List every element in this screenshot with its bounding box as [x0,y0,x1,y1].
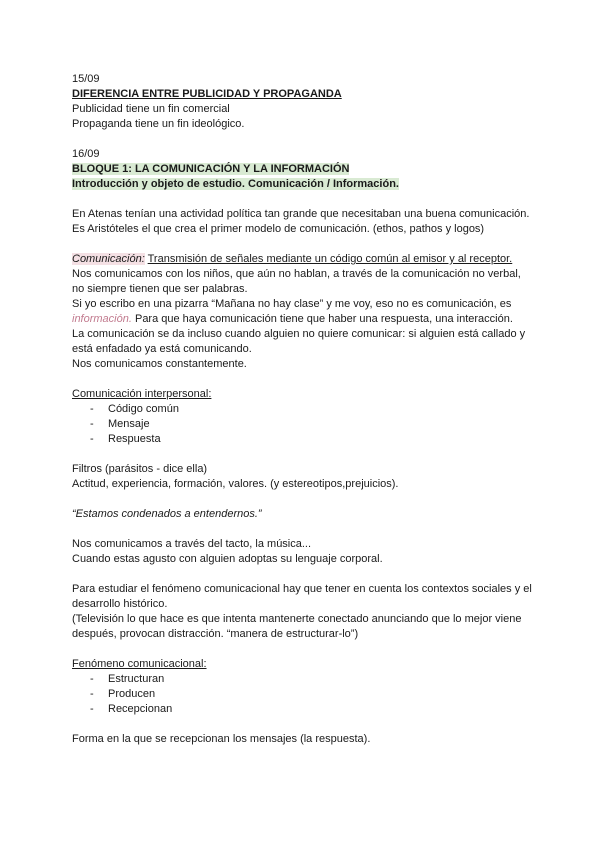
list-item: - Estructuran [72,672,532,687]
date-2: 16/09 [72,148,100,160]
paragraph-tacto: Nos comunicamos a través del tacto, la música... [72,538,312,550]
quote: “Estamos condenados a entendernos.” [72,508,262,520]
section-title-publicidad: DIFERENCIA ENTRE PUBLICIDAD Y PROPAGANDA [72,88,342,100]
text-line: Publicidad tiene un fin comercial [72,103,230,115]
paragraph-callado: La comunicación se da incluso cuando alguien no quiere comunicar: si alguien está callado y está enfadado ya está comunicando. [72,328,526,355]
paragraph-estudiar: Para estudiar el fenómeno comunicacional hay que tener en cuenta los contextos sociales y el desarrollo histórico. [72,583,532,610]
definition-text: Transmisión de señales mediante un código común al emisor y al receptor. [147,253,513,265]
paragraph-television: (Televisión lo que hace es que intenta mantenerte conectado anunciando que lo mejor viene después, provocan distracción. “manera de estructurar-lo”) [72,613,522,640]
paragraph-atenas: En Atenas tenían una actividad política tan grande que necesitaban una buena comunicación. [72,208,530,220]
definition-term: Comunicación: [72,253,145,265]
document-page [72,72,532,747]
interpersonal-title: Comunicación interpersonal: [72,388,212,400]
list-item: - Recepcionan [72,702,532,717]
filtros-text: Actitud, experiencia, formación, valores. (y estereotipos,prejuicios). [72,478,399,490]
block-heading: BLOQUE 1: LA COMUNICACIÓN Y LA INFORMACIÓN [72,163,350,175]
paragraph-agusto: Cuando estas agusto con alguien adoptas su lenguaje corporal. [72,553,383,565]
list-item: - Mensaje [72,417,532,432]
text-line: Propaganda tiene un fin ideológico. [72,118,245,130]
definition-comunicacion [72,252,532,267]
paragraph-forma: Forma en la que se recepcionan los mensajes (la respuesta). [72,733,371,745]
interpersonal-list [72,402,532,447]
list-item: - Código común [72,402,532,417]
paragraph-aristoteles: Es Aristóteles el que crea el primer modelo de comunicación. (ethos, pathos y logos) [72,223,485,235]
date-1: 15/09 [72,73,100,85]
paragraph-constantemente: Nos comunicamos constantemente. [72,358,247,370]
informacion-term: información. [72,313,132,325]
filtros-title: Filtros (parásitos - dice ella) [72,463,208,475]
paragraph-ninos: Nos comunicamos con los niños, que aún no hablan, a través de la comunicación no verbal, no siempre tienen que ser palabras. [72,268,521,295]
list-item: - Respuesta [72,432,532,447]
fenomeno-list [72,672,532,717]
list-item: - Producen [72,687,532,702]
block-subheading: Introducción y objeto de estudio. Comunicación / Información. [72,178,399,190]
fenomeno-title: Fenómeno comunicacional: [72,658,207,670]
paragraph-pizarra: Si yo escribo en una pizarra “Mañana no hay clase” y me voy, eso no es comunicación, es información. Para que haya comunicación tiene que haber una respuesta, una interacción. [72,298,513,325]
